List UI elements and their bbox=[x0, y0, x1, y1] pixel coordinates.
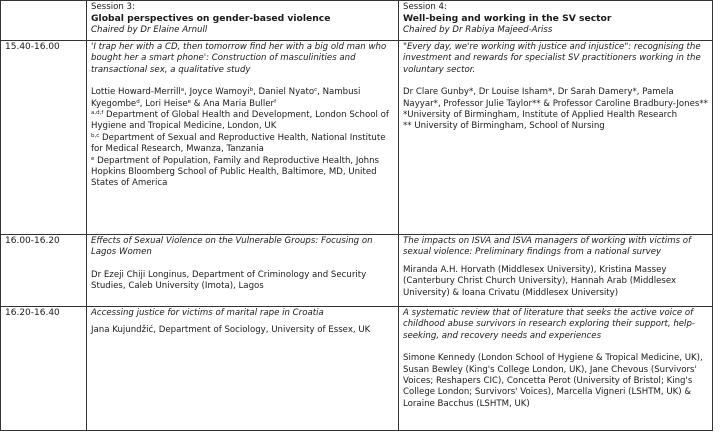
session-4-talk bbox=[399, 307, 713, 431]
session-3-label: Session 3: bbox=[91, 2, 135, 12]
session-3-talk bbox=[87, 41, 399, 235]
affiliation: $^{a,d,f}$ Department of Global Health and Development, London School of Hygiene and Tropical Medicine, London, UK bbox=[91, 110, 389, 132]
session-3-talk bbox=[87, 307, 399, 431]
talk-title: A systematic review that of literature that seeks the active voice of childhood abuse survivors in research exploring their support, help-seeking, and recovery needs and experiences bbox=[403, 308, 696, 341]
talk-authors: Dr Ezeji Chiji Longinus, Department of Criminology and Security Studies, Caleb University (Imota), Lagos bbox=[91, 269, 367, 292]
session-3-header bbox=[87, 1, 399, 41]
affiliation: $^e$ Department of Population, Family and Reproductive Health, Johns Hopkins Bloomberg School of Public Health, Baltimore, MD, United States of America bbox=[91, 155, 380, 189]
talk-title: Effects of Sexual Violence on the Vulnerable Groups: Focusing on Lagos Women bbox=[91, 236, 373, 258]
author-affiliation-mark: b bbox=[249, 87, 254, 94]
talk-title: "Every day, we're working with justice and injustice": recognising the investment and rewards for specialist SV practitioners working in the voluntary sector. bbox=[403, 42, 701, 75]
author-name: Nambusi Kyegombe bbox=[91, 87, 361, 109]
session-3-title: Global perspectives on gender-based violence bbox=[91, 13, 331, 25]
author-name: Daniel Nyato bbox=[258, 87, 315, 98]
author-affiliation-mark: e bbox=[187, 98, 192, 105]
affiliation: $^{b,c}$ Department of Sexual and Reproductive Health, National Institute for Medical Research, Mwanza, Tanzania bbox=[91, 132, 386, 155]
affiliation: ** University of Birmingham, School of Nursing bbox=[403, 121, 605, 132]
talk-authors: Simone Kennedy (London School of Hygiene & Tropical Medicine, UK), Susan Bewley (King's College London, UK), Jane Chevous (Survivors' Voices; Reshapers CIC), Concetta Perot (University of Bristol; King's College London; Survivors' Voices), Marcella Vigneri (LSHTM, UK) & Loraine Bacchus (LSHTM, UK) bbox=[403, 353, 703, 409]
talk-title: The impacts on ISVA and ISVA managers of working with victims of sexual violence: Preliminary findings from a national survey bbox=[403, 236, 692, 258]
time-slot: 16.20-16.40 bbox=[1, 307, 87, 431]
author-name: Joyce Wamoyi bbox=[189, 87, 250, 98]
author-affiliation-mark: f bbox=[274, 98, 277, 105]
session-4-talk bbox=[399, 41, 713, 235]
table-row bbox=[1, 235, 713, 307]
time-slot: 15.40-16.00 bbox=[1, 41, 87, 235]
session-3-chair: Chaired by Dr Elaine Arnull bbox=[91, 24, 208, 35]
session-4-chair: Chaired by Dr Rabiya Majeed-Ariss bbox=[403, 24, 553, 35]
talk-title: 'I trap her with a CD, then tomorrow find her with a big old man who bought her a smart phone': Construction of masculinities and transactional sex, a qualitative study bbox=[91, 42, 387, 75]
author-affiliation-mark: d bbox=[136, 98, 140, 105]
session-4-label: Session 4: bbox=[403, 2, 447, 12]
author-name: Lori Heise bbox=[145, 98, 188, 109]
talk-authors: Jana Kujundžić, Department of Sociology, University of Essex, UK bbox=[91, 325, 371, 336]
talk-authors: Miranda A.H. Horvath (Middlesex University), Kristina Massey (Canterbury Christ Church University), Hannah Arab (Middlesex University) & Ioana Crivatu (Middlesex University) bbox=[403, 264, 677, 298]
author-affiliation-mark: a bbox=[180, 87, 185, 94]
talk-authors: Dr Clare Gunby*, Dr Louise Isham*, Dr Sarah Damery*, Pamela Nayyar*, Professor Julie Taylor** & Professor Caroline Bradbury-Jones** bbox=[403, 87, 708, 109]
author-name: Lottie Howard-Merrill bbox=[91, 87, 181, 98]
session-4-header bbox=[399, 1, 713, 41]
header-row bbox=[1, 1, 713, 41]
table-row bbox=[1, 307, 713, 431]
time-slot: 16.00-16.20 bbox=[1, 235, 87, 307]
session-3-talk bbox=[87, 235, 399, 307]
author-name: Ana Maria Buller bbox=[203, 98, 275, 109]
talk-title: Accessing justice for victims of marital rape in Croatia bbox=[91, 308, 324, 318]
talk-authors: Lottie Howard-Merrill$^a$, Joyce Wamoyi$^b$, Daniel Nyato$^c$, Nambusi Kyegombe$^d$, Lori Heise$^e$ & Ana Maria Buller$^f$ bbox=[91, 87, 361, 109]
affiliation: *University of Birmingham, Institute of Applied Health Research bbox=[403, 110, 678, 121]
table-row bbox=[1, 41, 713, 235]
author-affiliation-mark: c bbox=[314, 87, 318, 94]
time-header-cell bbox=[1, 1, 87, 41]
session-4-talk bbox=[399, 235, 713, 307]
session-4-title: Well-being and working in the SV sector bbox=[403, 13, 612, 25]
